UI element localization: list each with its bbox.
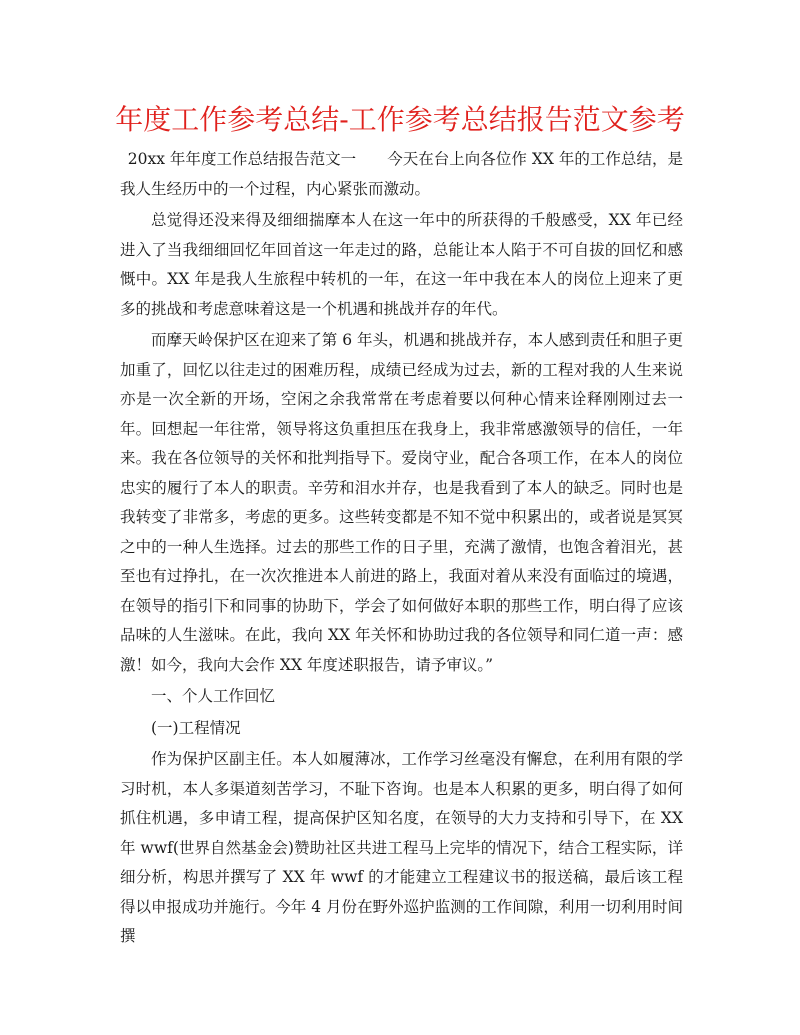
paragraph-projects: 作为保护区副主任。本人如履薄冰，工作学习丝毫没有懈怠，在利用有限的学习时机，本人多渠道刻苦学习，不耻下咨询。也是本人积累的更多，明白得了如何抓住机遇，多申请工程，提高保护区知名度，在领导的大力支持和引导下，在 XX 年 wwf(世界自然基金会)赞助社区共进工程马上完毕的情况下，结合工程实际，详细分析，构思并撰写了 XX 年 wwf 的才能建立工程建议书的报送稿，最后该工程得以申报成功并施行。今年 4 月份在野外巡护监测的工作间隙，利用一切利用时间撰 <box>120 750 683 945</box>
document-title: 年度工作参考总结-工作参考总结报告范文参考 <box>115 103 685 136</box>
document-body <box>120 145 683 952</box>
paragraph-reserve: 而摩天岭保护区在迎来了第 6 年头，机遇和挑战并存，本人感到责任和胆子更加重了，回忆以往走过的困难历程，成绩已经成为过去，新的工程对我的人生来说亦是一次全新的开场，空闲之余我常常在考虑着要以何种心情来诠释刚刚过去一年。回想起一年往常，领导将这负重担压在我身上，我非常感激领导的信任，一年来。我在各位领导的关怀和批判指导下。爱岗守业，配合各项工作，在本人的岗位忠实的履行了本人的职责。辛劳和泪水并存，也是我看到了本人的缺乏。同时也是我转变了非常多，考虑的更多。这些转变都是不知不觉中积累出的，或者说是冥冥之中的一种人生选择。过去的那些工作的日子里，充满了激情，也饱含着泪光，甚至也有过挣扎，在一次次推进本人前进的路上，我面对着从来没有面临过的境遇，在领导的指引下和同事的协助下，学会了如何做好本职的那些工作，明白得了应该品味的人生滋味。在此，我向 XX 年关怀和协助过我的各位领导和同仁道一声：感激！如今，我向大会作 XX 年度述职报告，请予审议。” <box>120 331 683 674</box>
subsection-heading-projects: (一)工程情况 <box>151 718 241 737</box>
paragraph-reflection: 总觉得还没来得及细细揣摩本人在这一年中的所获得的千般感受，XX 年已经进入了当我细细回忆年回首这一年走过的路，总能让本人陷于不可自拔的回忆和感慨中。XX 年是我人生旅程中转机的一年，在这一年中我在本人的岗位上迎来了更多的挑战和考虑意味着这是一个机遇和挑战并存的年代。 <box>120 211 683 318</box>
paragraph-intro: 20xx 年年度工作总结报告范文一 今天在台上向各位作 XX 年的工作总结，是我人生经历中的一个过程，内心紧张而激动。 <box>120 150 683 198</box>
section-heading-review: 一、个人工作回忆 <box>151 687 276 705</box>
